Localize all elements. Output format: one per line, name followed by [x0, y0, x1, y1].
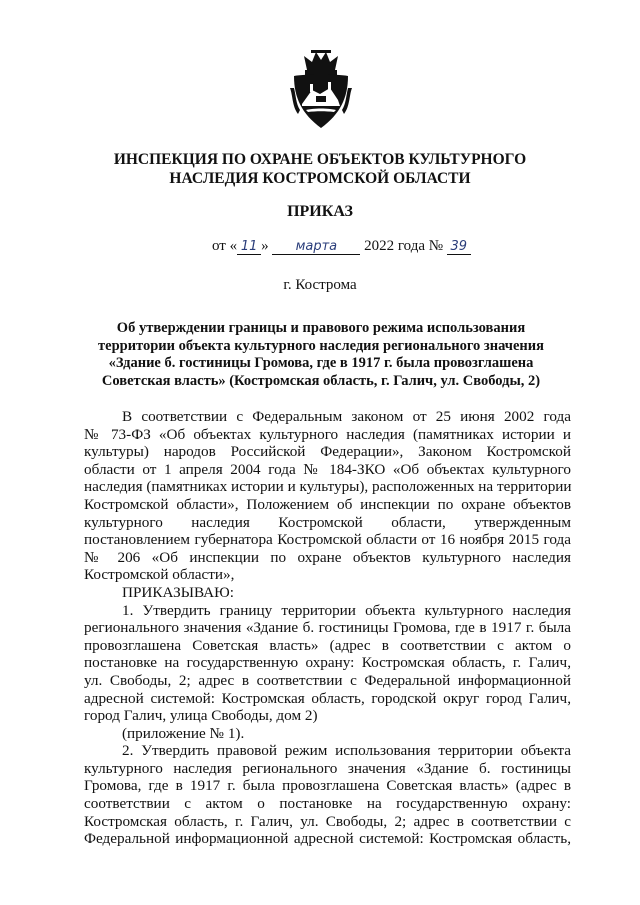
body-line: области от 1 апреля 2004 года № 184-ЗКО «Об объектах культурного: [84, 460, 571, 478]
date-year-text: 2022 года №: [364, 238, 444, 254]
handwritten-month: марта: [272, 239, 360, 255]
body-line: 2. Утвердить правовой режим использования территории объекта: [122, 742, 571, 760]
handwritten-day: 11: [237, 239, 261, 255]
order-directive: ПРИКАЗЫВАЮ:: [122, 583, 234, 601]
body-line: В соответствии с Федеральным законом от 25 июня 2002 года: [122, 408, 571, 425]
body-line: Федеральной информационной адресной системой: Костромская область,: [84, 830, 571, 848]
order-heading: [78, 320, 564, 390]
body-line: адресной системой: Костромская область, городской округ город Галич,: [84, 689, 571, 707]
body-line: № 206 «Об инспекции по охране объектов культурного наследия: [84, 548, 571, 566]
body-line: постановлением губернатора Костромской области от 16 ноября 2015 года: [84, 531, 571, 549]
body-line: Костромская область, г. Галич, ул. Свободы, 2; адрес в соответствии с: [84, 812, 571, 830]
organization-name: [60, 150, 580, 188]
order-title: ПРИКАЗ: [287, 203, 353, 220]
body-line: (приложение № 1).: [122, 724, 245, 742]
body-line: культуры) народов Российской Федерации», Законом Костромской: [84, 443, 571, 461]
body-line: регионального значения «Здание б. гостиницы Громова, где в 1917 г. была: [84, 619, 571, 637]
coat-of-arms-emblem: [290, 48, 352, 132]
order-body: [84, 408, 571, 848]
body-line: провозглашена Советская власть» (адрес в соответствии с актом о: [84, 636, 571, 654]
date-day-close: »: [261, 238, 269, 254]
date-prefix: от «: [212, 238, 238, 254]
body-line: Костромской области», Положением об инспекции по охране объектов: [84, 495, 571, 513]
body-line: № 73-ФЗ «Об объектах культурного наследия (памятниках истории и: [84, 425, 571, 443]
city-name: г. Кострома: [283, 277, 357, 293]
body-line: Громова, где в 1917 г. была провозглашена Советская власть» (адрес в: [84, 777, 571, 795]
body-line: культурного наследия Костромской области, утвержденным: [84, 513, 571, 531]
body-line: город Галич, улица Свободы, дом 2): [84, 707, 318, 725]
organization-line-1: ИНСПЕКЦИЯ ПО ОХРАНЕ ОБЪЕКТОВ КУЛЬТУРНОГО: [113, 151, 527, 168]
heading-line: Об утверждении границы и правового режима использования: [116, 320, 526, 336]
heading-line: «Здание б. гостиницы Громова, где в 1917 г. была провозглашена: [108, 355, 534, 371]
organization-line-2: НАСЛЕДИЯ КОСТРОМСКОЙ ОБЛАСТИ: [169, 170, 471, 187]
body-line: наследия (памятниках истории и культуры), расположенных на территории: [84, 478, 572, 496]
heading-line: территории объекта культурного наследия регионального значения: [98, 337, 544, 354]
body-line: ул. Свободы, 2; адрес в соответствии с Федеральной информационной: [84, 671, 571, 689]
heading-line: Советская власть» (Костромская область, г. Галич, ул. Свободы, 2): [101, 372, 541, 389]
handwritten-order-number: 39: [447, 239, 471, 255]
body-line: Костромской области»,: [84, 566, 235, 584]
order-date-line: [212, 238, 471, 255]
body-line: постановке на государственную охрану: Костромская область, г. Галич,: [84, 654, 571, 672]
body-line: 1. Утвердить границу территории объекта культурного наследия: [122, 601, 571, 619]
body-line: соответствии с актом о постановке на государственную охрану:: [84, 795, 571, 813]
body-line: культурного наследия регионального значения «Здание б. гостиницы: [84, 759, 571, 777]
